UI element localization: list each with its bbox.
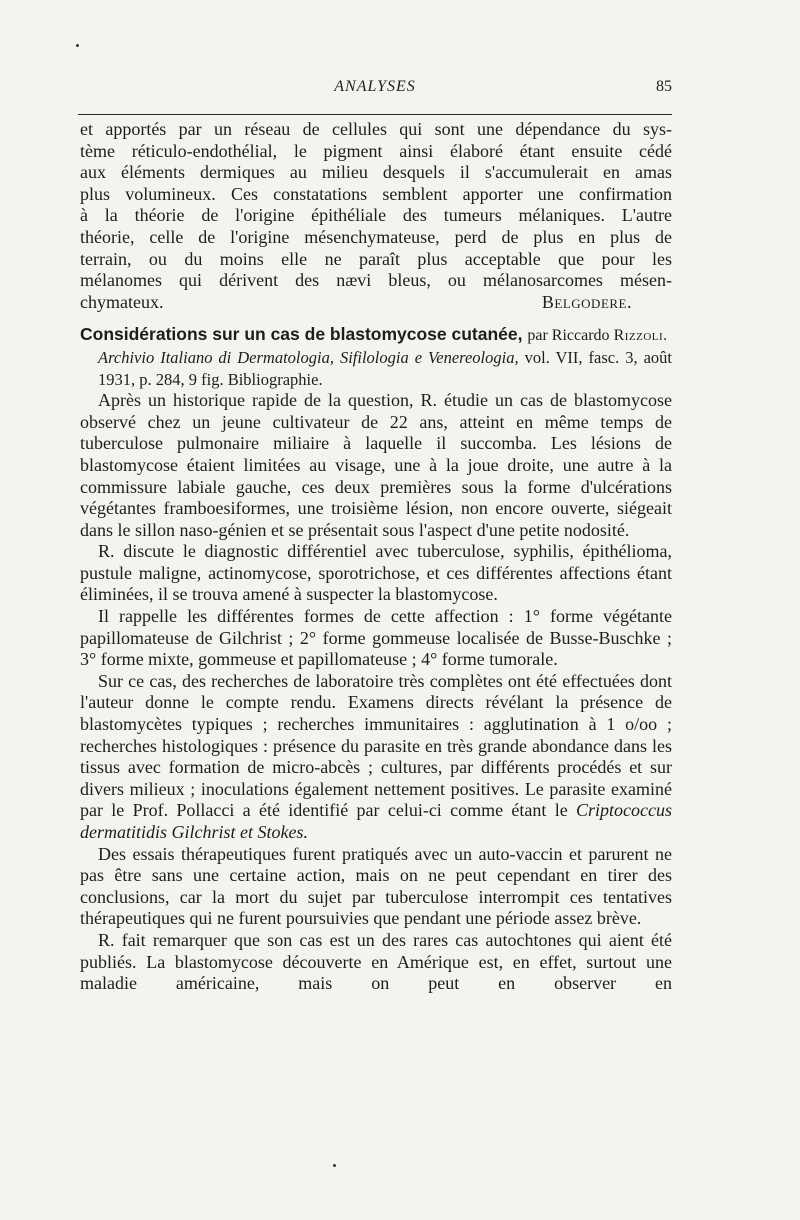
continuation-line: à la théorie de l'origine épithéliale des tumeurs mélaniques. L'autre xyxy=(80,205,672,226)
author-surname: Rizzoli. xyxy=(613,327,668,345)
continuation-closing xyxy=(80,292,672,314)
continuation-line: tème réticulo-endothélial, le pigment ainsi élaboré étant ensuite cédé xyxy=(80,140,672,161)
continuation-last-line: chymateux. xyxy=(80,291,164,312)
journal-volume: vol. VII, xyxy=(524,347,583,367)
article-reference xyxy=(80,347,672,390)
journal-details: fasc. 3, août 1931, p. 284, 9 fig. Bibliographie. xyxy=(98,347,673,389)
continuation-line: plus volumineux. Ces constatations semblent apporter une confirmation xyxy=(80,183,672,204)
article-byline xyxy=(527,327,667,344)
body-paragraph: R. discute le diagnostic différentiel avec tuberculose, syphilis, épithélioma, pustule maligne, actinomycose, sporotrichose, et ces différentes affections étant éliminées, il se trouva amené à suspecter la blastomycose. xyxy=(80,541,672,605)
page-number: 85 xyxy=(656,78,672,95)
body-paragraph: R. fait remarquer que son cas est un des rares cas autochtones qui aient été publiés. La blastomycose découverte en Amérique est, en effet, surtout une maladie américaine, mais on peut en observer en xyxy=(80,929,672,994)
byline-prefix: par Riccardo xyxy=(527,327,610,345)
body-paragraph: Des essais thérapeutiques furent pratiqués avec un auto-vaccin et parurent ne pas être sans une certaine action, mais on ne peut cependant en tirer des conclusions, car la mort du sujet par tuberculose interrompit ces tentatives thérapeutiques qui ne furent poursuivies que pendant une période assez brève. xyxy=(80,843,672,929)
top-speck xyxy=(76,44,79,47)
body-paragraph: Il rappelle les différentes formes de cette affection : 1° forme végétante papillomateuse de Gilchrist ; 2° forme gommeuse localisée de Busse-Buschke ; 3° forme mixte, gommeuse et papillomateuse ; 4° forme tumorale. xyxy=(80,606,672,670)
continuation-line: terrain, ou du moins elle ne paraît plus acceptable que pour les xyxy=(80,248,672,269)
continuation-line: aux éléments dermiques au milieu desquels il s'accumulerait en amas xyxy=(80,162,672,183)
running-head xyxy=(78,78,672,100)
article-heading xyxy=(80,324,672,347)
continuation-line: mélanomes qui dérivent des nævi bleus, ou mélanosarcomes mésen- xyxy=(80,270,672,291)
journal-name: Archivio Italiano di Dermatologia, Sifilologia e Venereologia, xyxy=(98,347,519,367)
body-paragraph xyxy=(80,671,672,844)
page-body xyxy=(80,119,672,995)
continuation-line: et apportés par un réseau de cellules qui sont une dépendance du sys- xyxy=(80,119,672,139)
running-head-title: ANALYSES xyxy=(334,78,416,95)
reviewer-signature: Belgodere. xyxy=(541,291,632,312)
header-rule xyxy=(78,114,672,115)
body-paragraph: Après un historique rapide de la question, R. étudie un cas de blastomycose observé chez un jeune cultivateur de 22 ans, atteint en même temps de tuberculose pulmonaire miliaire à laquelle il succomba. Les lésions de blastomycose étaient limitées au visage, une à la joue droite, une autre à la commissure labiale gauche, ces deux premières sous la forme d'ulcérations végétantes framboesiformes, une troisième lésion, non encore ouverte, siégeait dans le sillon naso-génien et se présentait sous l'aspect d'une petite nodosité. xyxy=(80,390,672,540)
bottom-speck xyxy=(333,1164,336,1167)
parasite-name: Criptococcus dermatitidis Gilchrist et Stokes. xyxy=(80,800,672,842)
continuation-line: théorie, celle de l'origine mésenchymateuse, perd de plus en plus de xyxy=(80,226,672,247)
lab-findings-text: Sur ce cas, des recherches de laboratoire très complètes ont été effectuées dont l'auteur donne le compte rendu. Examens directs révélant la présence de blastomycètes typiques ; recherches immunitaires : agglutination à 1 o/oo ; recherches histologiques : présence du parasite en très grande abondance dans les tissus avec formation de micro-abcès ; cultures, par différents procédés et sur divers milieux ; inoculations également nettement positives. Le parasite examiné par le Prof. Pollacci a été identifié par celui-ci comme étant le xyxy=(80,670,672,821)
article-title: Considérations sur un cas de blastomycose cutanée, xyxy=(80,324,523,345)
